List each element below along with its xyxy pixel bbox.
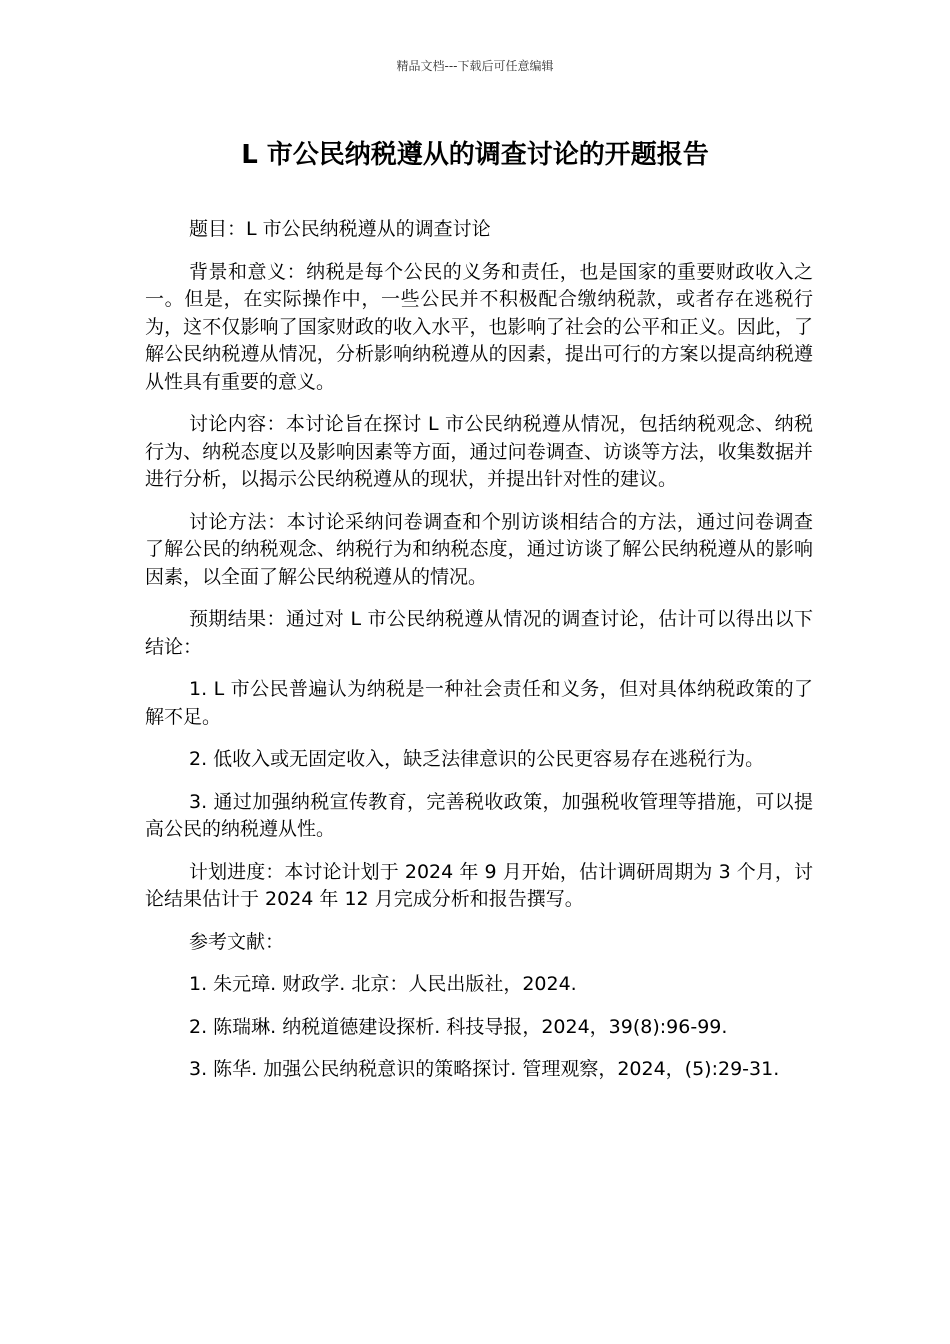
content-paragraph: 讨论内容：本讨论旨在探讨 L 市公民纳税遵从情况，包括纳税观念、纳税行为、纳税态度以及影响因素等方面，通过问卷调查、访谈等方法，收集数据并进行分析，以揭示公民纳税遵从的现状，并提出针对性的建议。 <box>145 413 813 490</box>
reference-item-3: 3. 陈华. 加强公民纳税意识的策略探讨. 管理观察，2024，(5):29-31. <box>189 1058 780 1080</box>
conclusion-item-3: 3. 通过加强纳税宣传教育，完善税收政策，加强税收管理等措施，可以提高公民的纳税遵从性。 <box>145 790 813 840</box>
schedule-paragraph: 计划进度：本讨论计划于 2024 年 9 月开始，估计调研周期为 3 个月，讨论结果估计于 2024 年 12 月完成分析和报告撰写。 <box>145 860 813 910</box>
header-note: 精品文档---下载后可任意编辑 <box>396 59 554 73</box>
conclusion-item-1: 1. L 市公民普遍认为纳税是一种社会责任和义务，但对具体纳税政策的了解不足。 <box>145 678 813 728</box>
background-paragraph: 背景和意义：纳税是每个公民的义务和责任，也是国家的重要财政收入之一。但是，在实际操作中，一些公民并不积极配合缴纳税款，或者存在逃税行为，这不仅影响了国家财政的收入水平，也影响了社会的公平和正义。因此，了解公民纳税遵从情况，分析影响纳税遵从的因素，提出可行的方案以提高纳税遵从性具有重要的意义。 <box>145 260 813 393</box>
method-paragraph: 讨论方法：本讨论采纳问卷调查和个别访谈相结合的方法，通过问卷调查了解公民的纳税观念、纳税行为和纳税态度，通过访谈了解公民纳税遵从的影响因素，以全面了解公民纳税遵从的情况。 <box>145 510 813 588</box>
document-title: L 市公民纳税遵从的调查讨论的开题报告 <box>241 140 709 170</box>
reference-item-1: 1. 朱元璋. 财政学. 北京：人民出版社，2024. <box>189 973 577 995</box>
conclusion-item-2: 2. 低收入或无固定收入，缺乏法律意识的公民更容易存在逃税行为。 <box>189 748 765 770</box>
reference-item-2: 2. 陈瑞琳. 纳税道德建设探析. 科技导报，2024，39(8):96-99. <box>189 1015 728 1038</box>
references-heading: 参考文献： <box>189 930 285 953</box>
expected-results-paragraph: 预期结果：通过对 L 市公民纳税遵从情况的调查讨论，估计可以得出以下结论： <box>145 608 813 658</box>
topic-paragraph: 题目：L 市公民纳税遵从的调查讨论 <box>189 218 491 240</box>
document-body <box>145 216 813 1099</box>
